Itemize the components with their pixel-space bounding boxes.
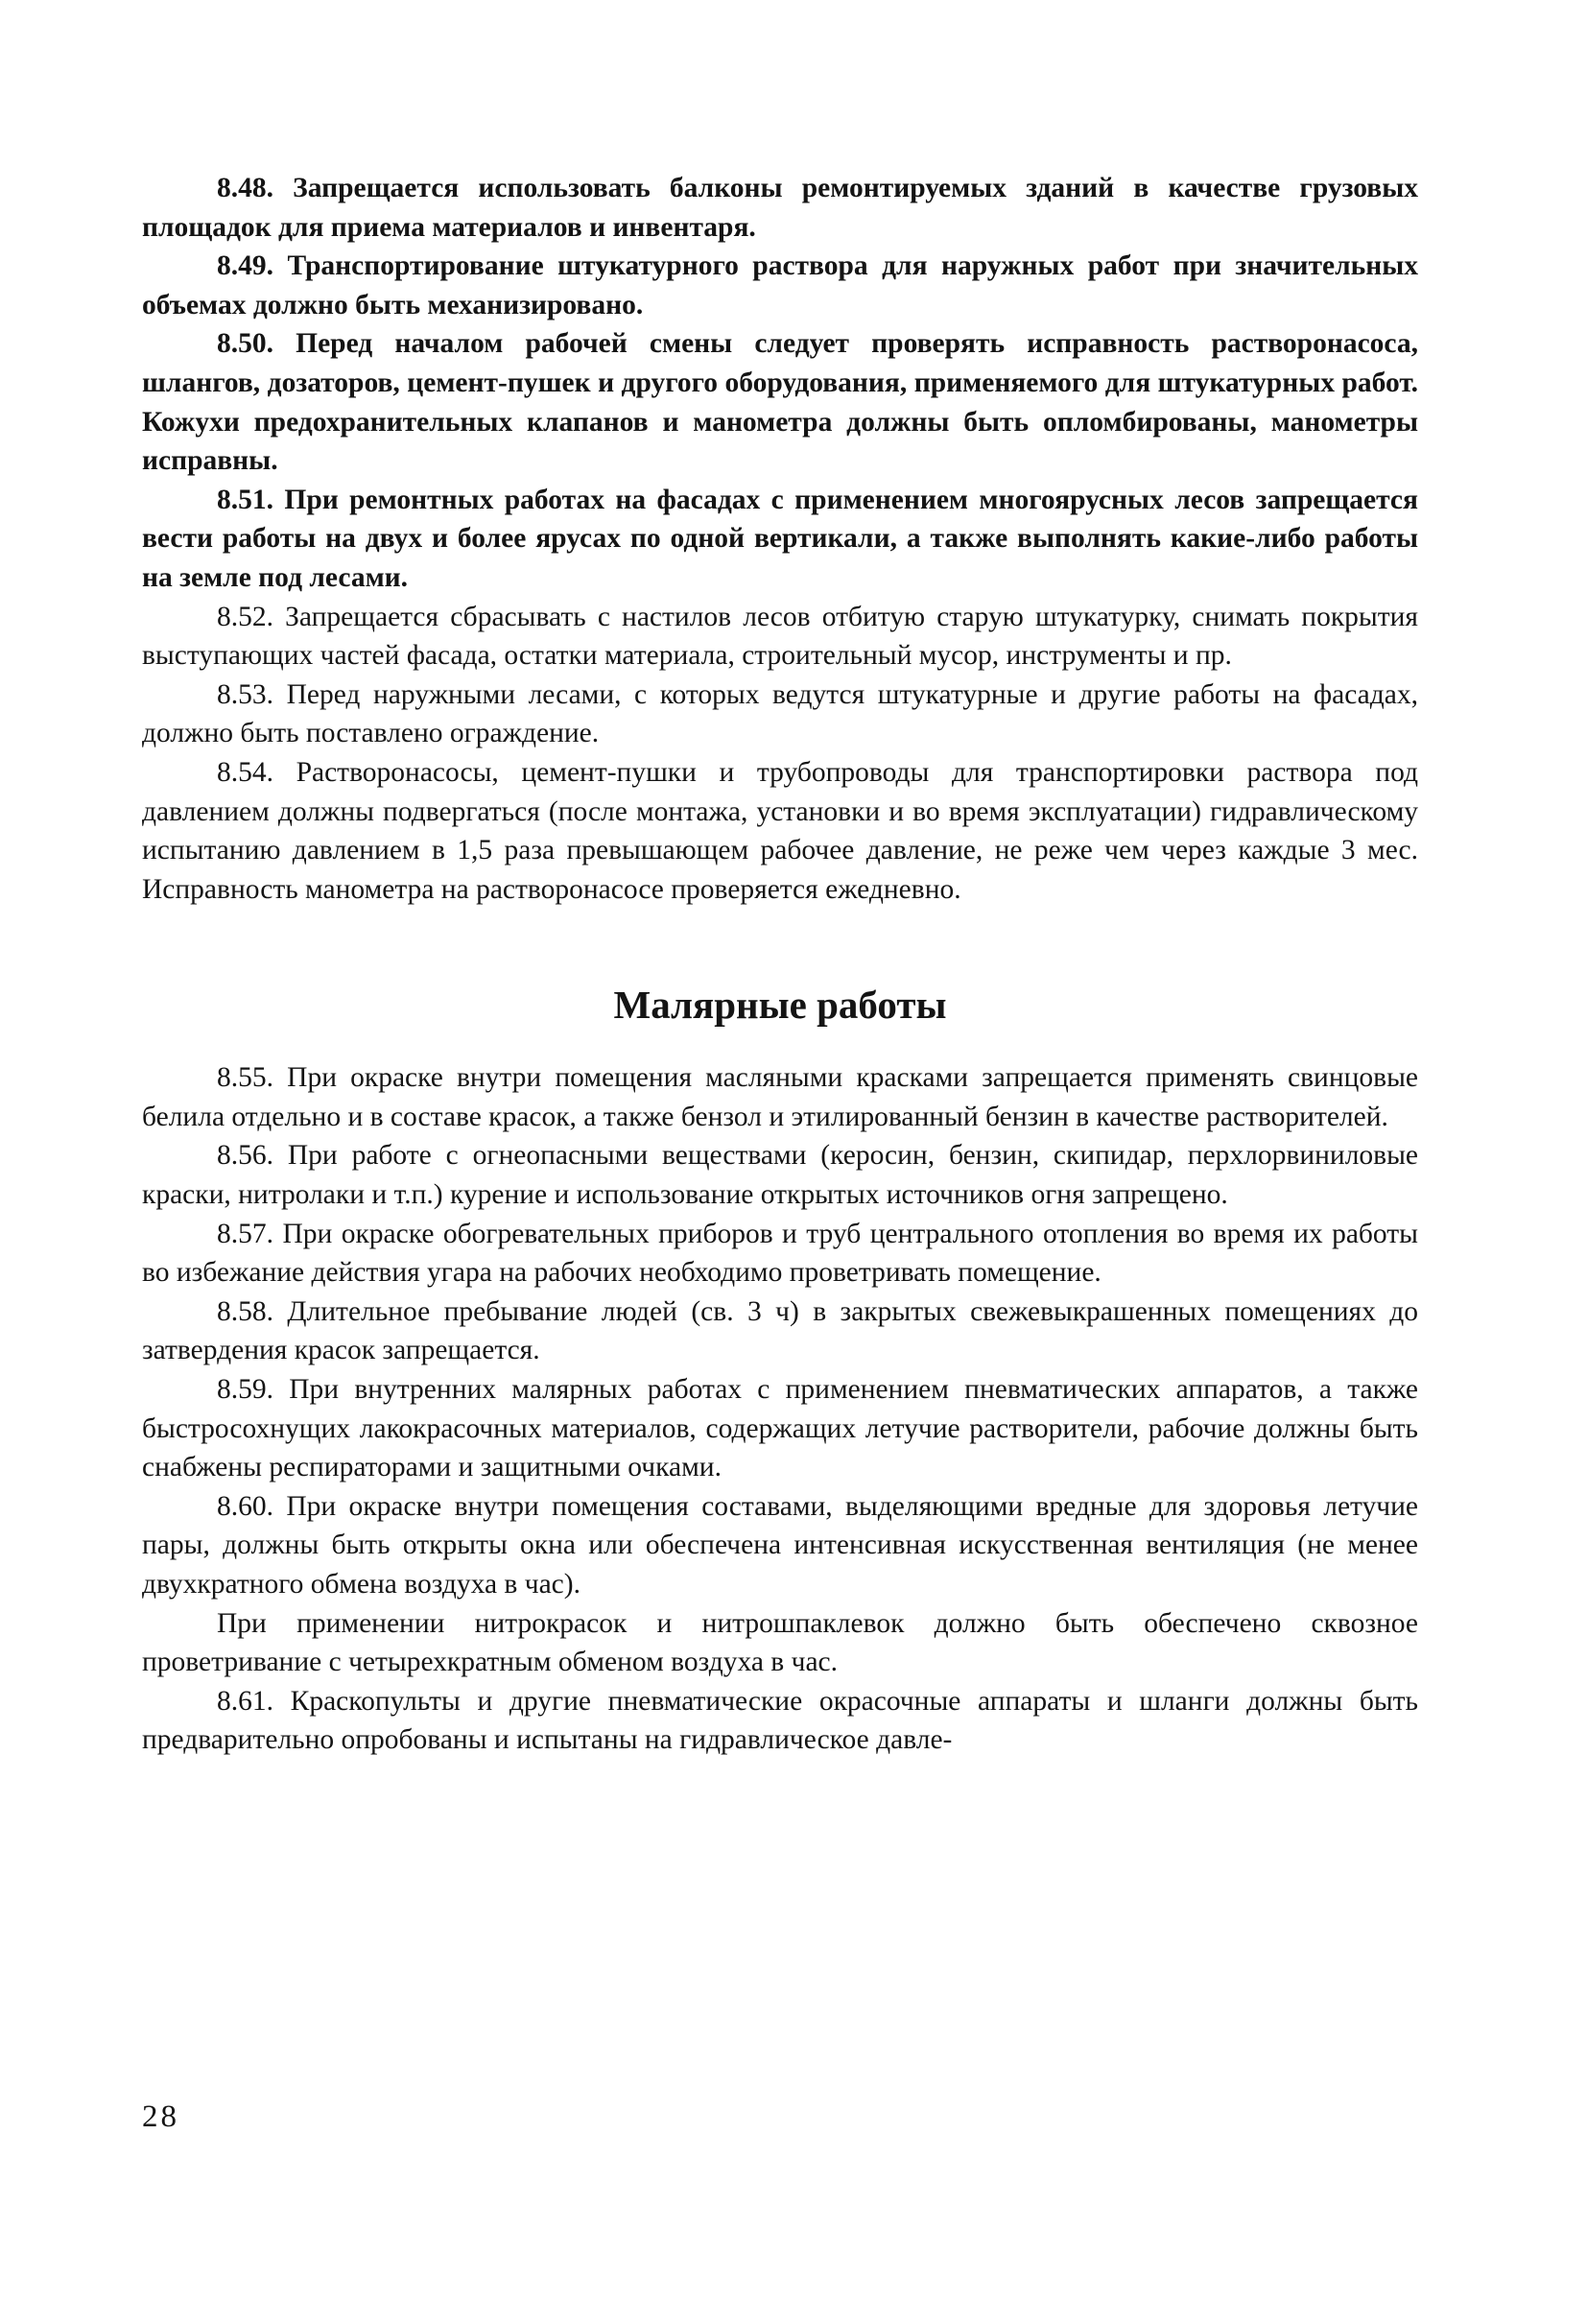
- paragraph-8-54: [142, 753, 1418, 909]
- clause-number: 8.54.: [217, 756, 273, 788]
- section-painting: [142, 1058, 1418, 1760]
- clause-number: 8.61.: [217, 1685, 273, 1717]
- clause-text: Краскопульты и другие пневматические окрасочные аппараты и шланги должны быть предварительно опробованы и испытаны на гидравлическое давле-: [142, 1685, 1418, 1756]
- clause-number: 8.53.: [217, 678, 273, 710]
- clause-text: Транспортирование штукатурного раствора для наружных работ при значительных объемах должно быть механизировано.: [142, 250, 1418, 320]
- paragraph-8-60: [142, 1487, 1418, 1604]
- clause-number: 8.56.: [217, 1140, 273, 1172]
- paragraph-8-56: [142, 1136, 1418, 1214]
- clause-text: При работе с огнеопасными веществами (керосин, бензин, скипидар, перхлорвиниловые краски, нитролаки и т.п.) курение и использование открытых источников огня запрещено.: [142, 1140, 1419, 1211]
- paragraph-8-57: [142, 1215, 1418, 1292]
- clause-number: 8.48.: [217, 173, 273, 203]
- paragraph-8-51: [142, 481, 1418, 598]
- clause-number: 8.51.: [217, 484, 273, 515]
- page-number: 28: [142, 2099, 179, 2134]
- clause-number: 8.57.: [217, 1218, 273, 1249]
- clause-text: При окраске внутри помещения составами, выделяющими вредные для здоровья летучие пары, должны быть открыты окна или обеспечена интенсивная искусственная вентиляция (не менее двухкратного обмена воздуха в час).: [142, 1490, 1419, 1600]
- paragraph-8-48: [142, 169, 1418, 247]
- document-page: [142, 169, 1418, 1760]
- clause-text: При окраске внутри помещения масляными красками запрещается применять свинцовые белила отдельно и в составе красок, а также бензол и этилированный бензин в качестве растворителей.: [142, 1062, 1418, 1132]
- paragraph-8-52: [142, 598, 1418, 676]
- section-plastering: [142, 169, 1418, 909]
- clause-text: Запрещается сбрасывать с настилов лесов отбитую старую штукатурку, снимать покрытия выступающих частей фасада, остатки материала, строительный мусор, инструменты и пр.: [142, 601, 1418, 672]
- clause-number: 8.58.: [217, 1295, 273, 1327]
- clause-number: 8.55.: [217, 1062, 273, 1094]
- section-title: Малярные работы: [613, 983, 947, 1028]
- clause-text: При применении нитрокрасок и нитрошпаклевок должно быть обеспечено сквозное проветривание с четырехкратным обменом воздуха в час.: [142, 1607, 1418, 1678]
- clause-number: 8.52.: [217, 601, 273, 632]
- clause-number: 8.59.: [217, 1374, 273, 1406]
- clause-text: При внутренних малярных работах с применением пневматических аппаратов, а также быстросохнущих лакокрасочных материалов, содержащих летучие растворители, рабочие должны быть снабжены респираторами и защитными очками.: [142, 1374, 1418, 1483]
- clause-text: При окраске обогревательных приборов и труб центрального отопления во время их работы во избежание действия угара на рабочих необходимо проветривать помещение.: [142, 1218, 1418, 1289]
- clause-text: Перед наружными лесами, с которых ведутся штукатурные и другие работы на фасадах, должно быть поставлено ограждение.: [142, 678, 1419, 749]
- paragraph-8-53: [142, 676, 1418, 753]
- clause-text: Растворонасосы, цемент-пушки и трубопроводы для транспортировки раствора под давлением должны подвергаться (после монтажа, установки и во время эксплуатации) гидравлическому испытанию давлением в 1,5 раза превышающем рабочее давление, не реже чем через каждые 3 мес. Исправность манометра на растворонасосе проверяется ежедневно.: [142, 756, 1418, 905]
- paragraph-8-61: [142, 1682, 1418, 1760]
- paragraph-8-55: [142, 1058, 1418, 1136]
- clause-text: Длительное пребывание людей (св. 3 ч) в закрытых свежевыкрашенных помещениях до затвердения красок запрещается.: [142, 1295, 1419, 1366]
- clause-text: Перед началом рабочей смены следует проверять исправность растворонасоса, шлангов, дозаторов, цемент-пушек и другого оборудования, применяемого для штукатурных работ. Кожухи предохранительных клапанов и манометра должны быть опломбированы, манометры исправны.: [142, 328, 1418, 477]
- paragraph-8-60-continued: [142, 1604, 1418, 1682]
- clause-text: Запрещается использовать балконы ремонтируемых зданий в качестве грузовых площадок для приема материалов и инвентаря.: [142, 173, 1418, 243]
- paragraph-8-50: [142, 324, 1418, 480]
- clause-number: 8.60.: [217, 1490, 273, 1522]
- clause-text: При ремонтных работах на фасадах с применением многоярусных лесов запрещается вести работы на двух и более ярусах по одной вертикали, а также выполнять какие-либо работы на земле под лесами.: [142, 484, 1418, 593]
- paragraph-8-49: [142, 247, 1418, 324]
- clause-number: 8.49.: [217, 250, 273, 282]
- paragraph-8-59: [142, 1370, 1418, 1487]
- clause-number: 8.50.: [217, 328, 273, 360]
- paragraph-8-58: [142, 1292, 1418, 1370]
